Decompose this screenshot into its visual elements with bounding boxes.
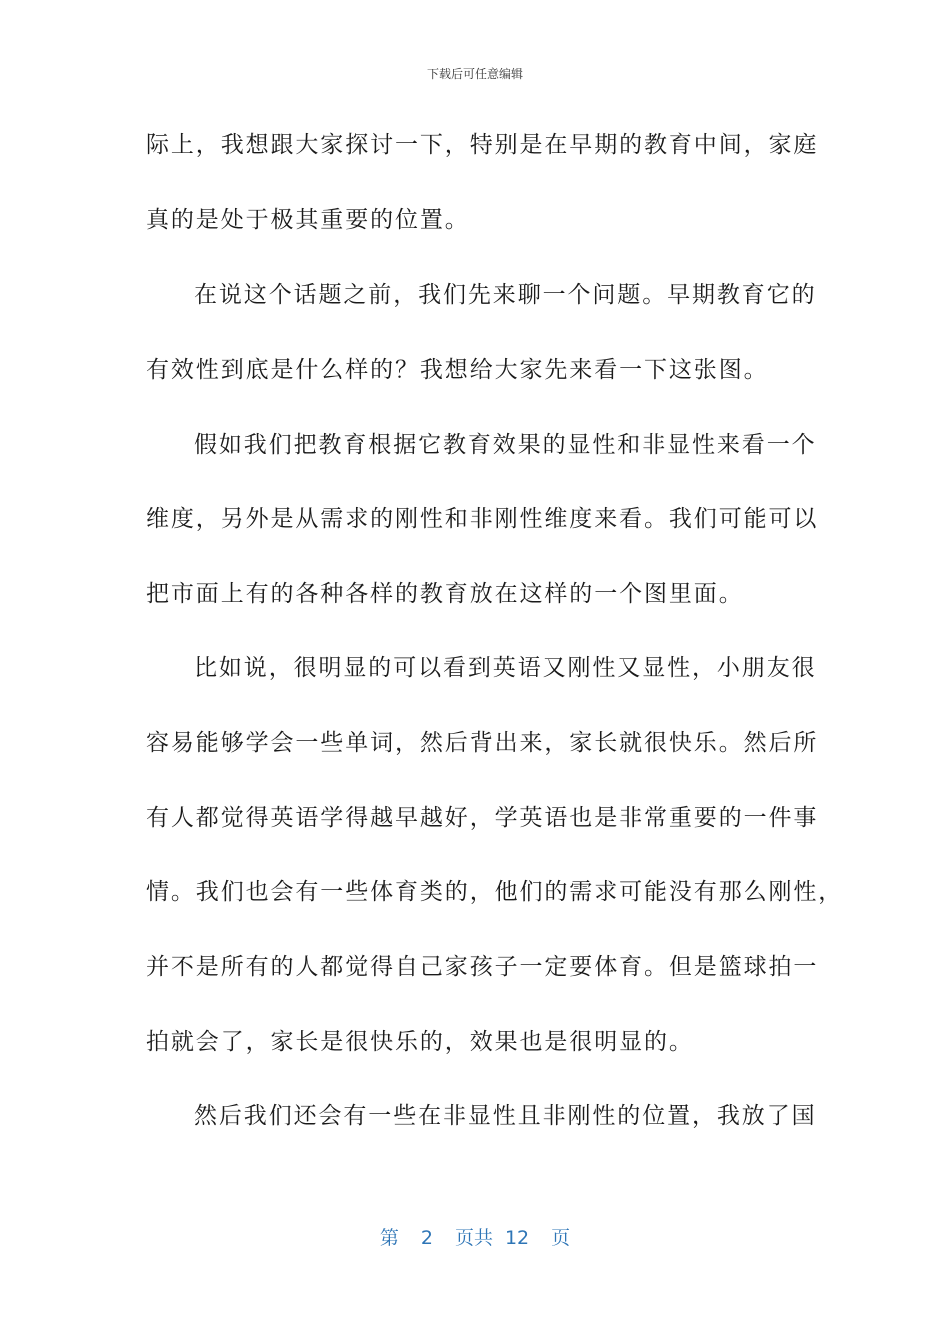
footer-total-pages: 12 [504, 1227, 530, 1249]
body-line: 把市面上有的各种各样的教育放在这样的一个图里面。 [146, 581, 744, 607]
page-footer [0, 1225, 950, 1251]
footer-ye-gong: 页共 [454, 1227, 493, 1249]
body-line: 维度，另外是从需求的刚性和非刚性维度来看。我们可能可以 [146, 506, 819, 532]
paragraph-first-line: 然后我们还会有一些在非显性且非刚性的位置，我放了国 [194, 1103, 817, 1129]
body-line: 并不是所有的人都觉得自己家孩子一定要体育。但是篮球拍一 [146, 954, 819, 980]
footer-di: 第 [379, 1227, 399, 1249]
paragraph-first-line: 在说这个话题之前，我们先来聊一个问题。早期教育它的 [194, 282, 817, 308]
body-line: 有效性到底是什么样的？我想给大家先来看一下这张图。 [146, 357, 769, 383]
body-line: 拍就会了，家长是很快乐的，效果也是很明显的。 [146, 1029, 694, 1055]
body-line: 有人都觉得英语学得越早越好，学英语也是非常重要的一件事 [146, 805, 819, 831]
body-line: 际上，我想跟大家探讨一下，特别是在早期的教育中间，家庭 [146, 132, 819, 158]
page-header-note: 下载后可任意编辑 [426, 67, 523, 81]
paragraph-first-line: 假如我们把教育根据它教育效果的显性和非显性来看一个 [194, 432, 817, 458]
body-line: 容易能够学会一些单词，然后背出来，家长就很快乐。然后所 [146, 730, 819, 756]
body-line: 真的是处于极其重要的位置。 [146, 207, 470, 233]
footer-ye: 页 [551, 1227, 571, 1249]
paragraph-first-line: 比如说，很明显的可以看到英语又刚性又显性，小朋友很 [194, 655, 817, 681]
body-line: 情。我们也会有一些体育类的，他们的需求可能没有那么刚性， [146, 879, 844, 905]
footer-current-page: 2 [420, 1227, 433, 1249]
